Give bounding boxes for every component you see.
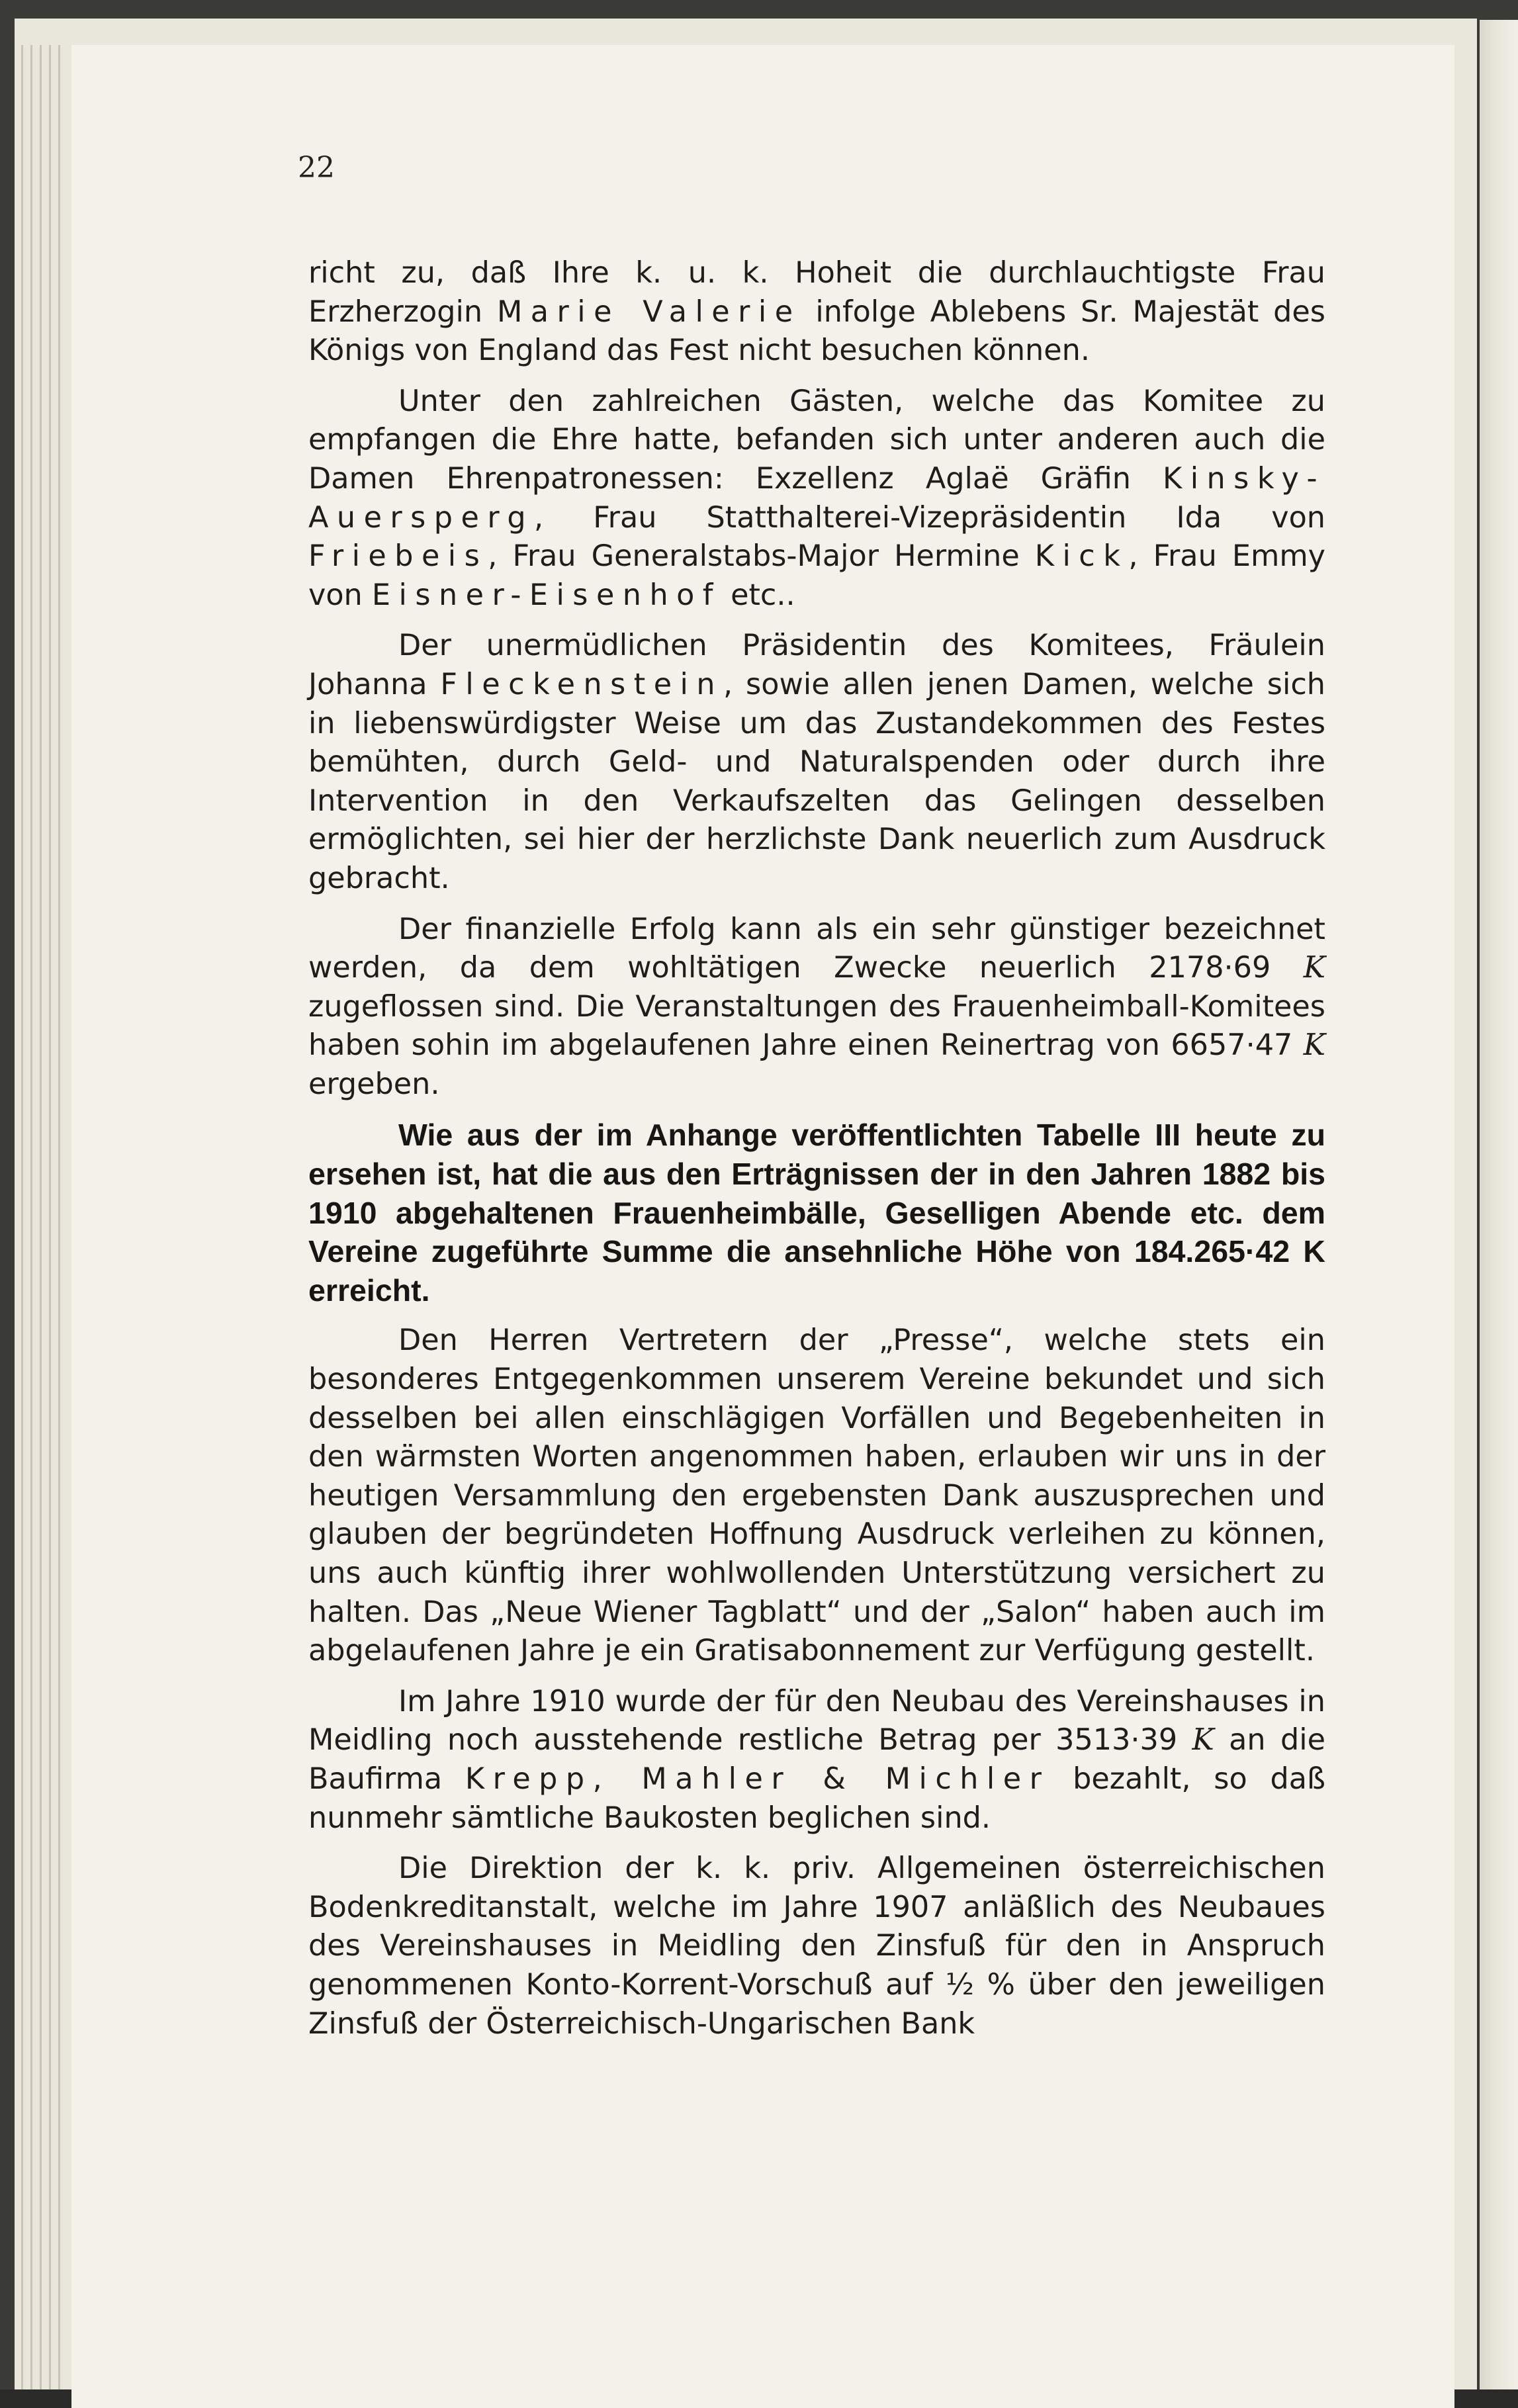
paragraph xyxy=(308,627,1325,898)
page-edge-right xyxy=(1480,20,1518,2389)
text-run: , Frau Statthalterei-Vizepräsidentin Ida von xyxy=(534,500,1325,535)
spaced-name: Eisner-Eisenhof xyxy=(371,578,721,612)
text-run: Der unermüdlichen Präsidentin des Komitees, Fräulein Johanna xyxy=(308,629,1325,701)
text-run: Wie aus der im Anhange veröffentlichten Tabelle III heute zu ersehen ist, hat die aus den Erträgnissen der in den Jahren 1882 bis 1910 abgehaltenen Frauenheimbälle, Geselligen Abende etc. dem Vereine zugeführte Summe die ansehnliche Höhe von 184.265·42 K erreicht. xyxy=(308,1118,1325,1308)
currency-symbol: K xyxy=(1303,951,1325,985)
currency-symbol: K xyxy=(1303,1028,1325,1063)
paragraph xyxy=(308,254,1325,371)
spaced-name: Kick xyxy=(1034,539,1129,574)
page-edge-line xyxy=(40,45,42,2389)
text-run: bezahlt, so daß nunmehr sämtliche Baukosten beglichen sind. xyxy=(308,1761,1325,1835)
bold-paragraph xyxy=(308,1116,1325,1310)
text-run: ergeben. xyxy=(308,1067,440,1101)
spaced-name: Marie Valerie xyxy=(496,294,801,329)
text-run: infolge Ablebens Sr. Majestät des Königs von England das Fest nicht besuchen können. xyxy=(308,294,1325,368)
paragraph xyxy=(308,382,1325,615)
page-edge-line xyxy=(49,45,51,2389)
page-edge-line xyxy=(30,45,32,2389)
text-run: , sowie allen jenen Damen, welche sich in liebenswürdigster Weise um das Zustandekommen des Festes bemühten, durch Geld- und Naturalspenden oder durch ihre Intervention in den Verkaufszelten das Gelingen desselben ermöglichten, sei hier der herzlichste Dank neuerlich zum Ausdruck gebracht. xyxy=(308,667,1325,895)
currency-symbol: K xyxy=(1192,1723,1214,1758)
text-run: richt zu, daß Ihre k. u. k. Hoheit die durchlauchtigste Frau Erzherzogin xyxy=(308,256,1325,329)
text-run: , Frau Generalstabs-Major Hermine xyxy=(488,539,1035,574)
text-run: Die Direktion der k. k. priv. Allgemeinen österreichischen Bodenkreditanstalt, welche im Jahre 1907 anläßlich des Neubaues des Vereinshauses in Meidling den Zinsfuß für den in Anspruch genommenen Konto-Korrent-Vorschuß auf ½ % über den jeweiligen Zinsfuß der Österreichisch-Ungarischen Bank xyxy=(308,1851,1325,2041)
page-edge-line xyxy=(58,45,60,2389)
page-number: 22 xyxy=(298,151,335,185)
text-run: zugeflossen sind. Die Veranstaltungen des Frauenheimball-Komitees haben sohin im abgelaufenen Jahre einen Reinertrag von 6657·47 xyxy=(308,989,1325,1063)
paragraph xyxy=(308,1850,1325,2043)
paragraph xyxy=(308,911,1325,1104)
spaced-name: Fleckenstein xyxy=(440,667,724,701)
text-run: Der finanzielle Erfolg kann als ein sehr günstiger bezeichnet werden, da dem wohltätigen Zwecke neuerlich 2178·69 xyxy=(308,912,1325,985)
text-run: an die Baufirma xyxy=(308,1723,1325,1796)
text-run: Unter den zahlreichen Gästen, welche das Komitee zu empfangen die Ehre hatte, befanden sich unter anderen auch die Damen Ehrenpatronessen: Exzellenz Aglaë Gräfin xyxy=(308,384,1325,496)
spaced-name: Krepp, Mahler & Michler xyxy=(465,1761,1050,1796)
body-text xyxy=(308,254,1325,2055)
text-run: , Frau Emmy von xyxy=(308,539,1325,612)
spaced-name: Kinsky-Auersperg xyxy=(308,461,1325,535)
text-run: etc.. xyxy=(721,578,795,612)
text-run: Den Herren Vertretern der „Presse“, welche stets ein besonderes Entgegenkommen unserem Vereine bekundet und sich desselben bei allen einschlägigen Vorfällen und Begebenheiten in den wärmsten Worten angenommen haben, erlauben wir uns in der heutigen Versammlung den ergebensten Dank auszusprechen und glauben der begründeten Hoffnung Ausdruck verleihen zu können, uns auch künftig ihrer wohlwollenden Unterstützung versichert zu halten. Das „Neue Wiener Tagblatt“ und der „Salon“ haben auch im abgelaufenen Jahre je ein Gratisabonnement zur Verfügung gestellt. xyxy=(308,1323,1325,1668)
spaced-name: Friebeis xyxy=(308,539,488,574)
page-edge-line xyxy=(21,45,23,2389)
paragraph xyxy=(308,1683,1325,1838)
text-run: Im Jahre 1910 wurde der für den Neubau des Vereinshauses in Meidling noch ausstehende restliche Betrag per 3513·39 xyxy=(308,1684,1325,1758)
paragraph xyxy=(308,1321,1325,1670)
